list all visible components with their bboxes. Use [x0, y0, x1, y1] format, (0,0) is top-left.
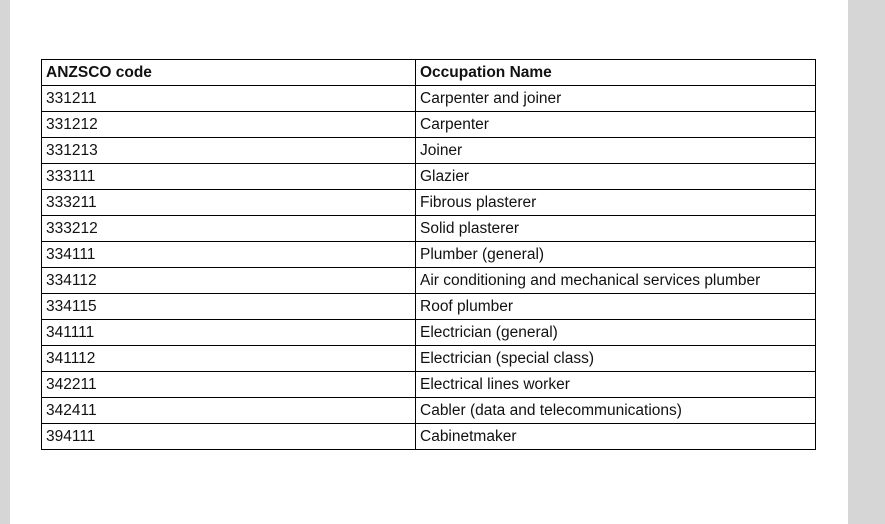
cell-occupation: Joiner [416, 138, 816, 164]
cell-code: 333212 [42, 216, 416, 242]
cell-code: 342211 [42, 372, 416, 398]
table-row [42, 242, 816, 268]
cell-occupation: Plumber (general) [416, 242, 816, 268]
cell-occupation: Cabinetmaker [416, 424, 816, 450]
table-header-row [42, 60, 816, 86]
cell-code: 334111 [42, 242, 416, 268]
table-row [42, 346, 816, 372]
cell-occupation: Electrician (general) [416, 320, 816, 346]
cell-occupation: Air conditioning and mechanical services plumber [416, 268, 816, 294]
cell-code: 333211 [42, 190, 416, 216]
table-row [42, 424, 816, 450]
table-row [42, 320, 816, 346]
table-row [42, 216, 816, 242]
table-row [42, 190, 816, 216]
cell-occupation: Fibrous plasterer [416, 190, 816, 216]
cell-code: 331213 [42, 138, 416, 164]
occupation-table [41, 59, 816, 450]
cell-code: 333111 [42, 164, 416, 190]
cell-code: 342411 [42, 398, 416, 424]
table-row [42, 164, 816, 190]
cell-code: 334112 [42, 268, 416, 294]
cell-occupation: Electrical lines worker [416, 372, 816, 398]
cell-occupation: Solid plasterer [416, 216, 816, 242]
header-occupation-name: Occupation Name [416, 60, 816, 86]
occupation-table-container [41, 59, 815, 450]
table-row [42, 268, 816, 294]
cell-occupation: Roof plumber [416, 294, 816, 320]
table-row [42, 86, 816, 112]
cell-occupation: Carpenter and joiner [416, 86, 816, 112]
cell-code: 394111 [42, 424, 416, 450]
table-row [42, 112, 816, 138]
table-row [42, 138, 816, 164]
cell-occupation: Electrician (special class) [416, 346, 816, 372]
cell-occupation: Glazier [416, 164, 816, 190]
cell-occupation: Carpenter [416, 112, 816, 138]
cell-occupation: Cabler (data and telecommunications) [416, 398, 816, 424]
cell-code: 331212 [42, 112, 416, 138]
cell-code: 331211 [42, 86, 416, 112]
table-row [42, 294, 816, 320]
table-row [42, 398, 816, 424]
header-anzsco-code: ANZSCO code [42, 60, 416, 86]
table-row [42, 372, 816, 398]
document-page [10, 0, 848, 524]
cell-code: 334115 [42, 294, 416, 320]
cell-code: 341112 [42, 346, 416, 372]
cell-code: 341111 [42, 320, 416, 346]
